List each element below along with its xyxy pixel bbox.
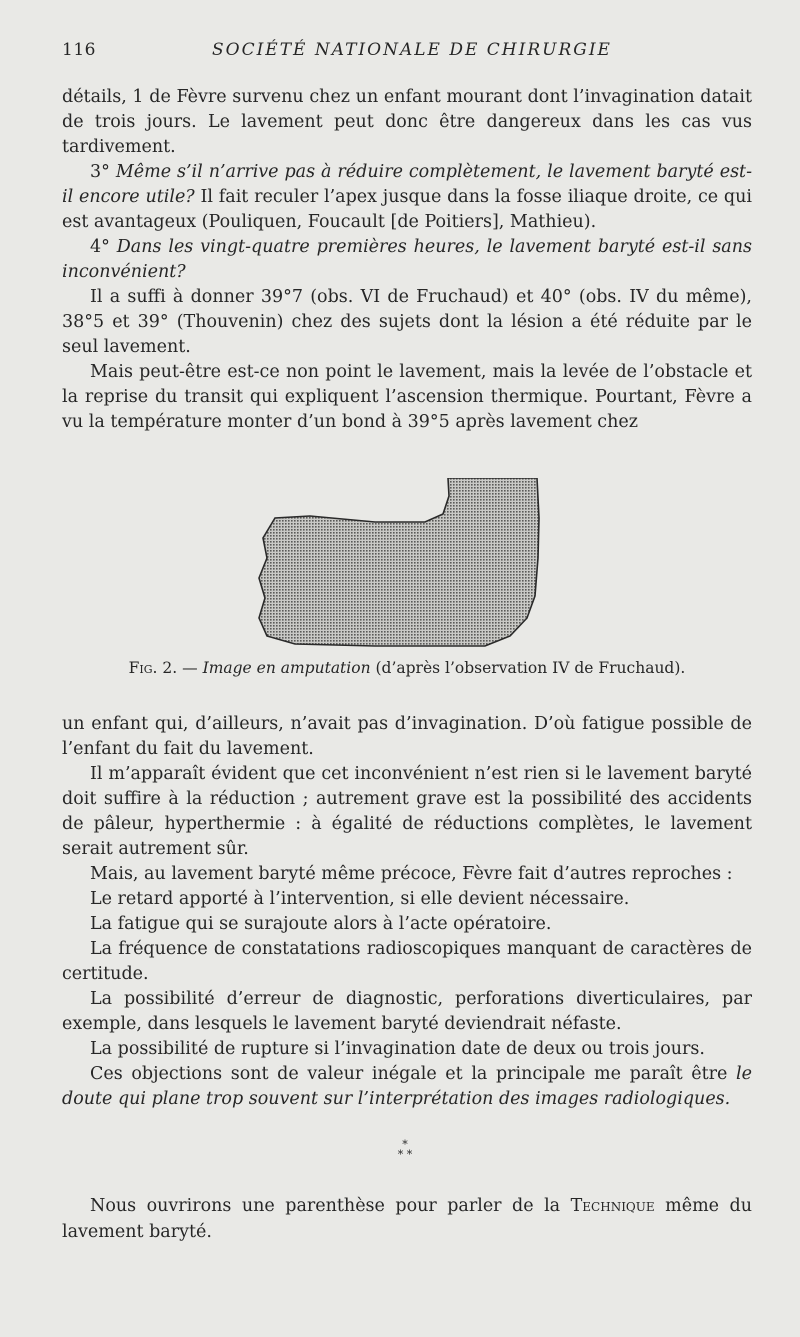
figure-radiograph — [255, 478, 545, 648]
page-header — [62, 40, 752, 64]
paragraph — [62, 1193, 752, 1245]
paragraph-text: Ces objections sont de valeur inégale et la principale me paraît être — [90, 1064, 728, 1084]
section-separator — [380, 1140, 430, 1160]
closing-paragraph — [62, 1193, 752, 1245]
paragraph: Il m’apparaît évident que cet inconvénient n’est rien si le lavement baryté doit suffire à la réduction ; autrement grave est la possibilité des accidents de pâleur, hyperthermie : à égalité de réductions complètes, le lavement serait autrement sûr. — [62, 764, 752, 859]
italic-conclusion: le doute qui plane trop souvent sur l’interprétation des images radiologiques. — [62, 1064, 752, 1109]
paragraph — [62, 160, 752, 235]
figure-label: Fig. 2. — [128, 659, 178, 677]
paragraph: détails, 1 de Fèvre survenu chez un enfant mourant dont l’invagination datait de trois jours. Le lavement peut donc être dangereux dans les cas vus tardivement. — [62, 87, 752, 157]
paragraph: La possibilité de rupture si l’invagination date de deux ou trois jours. — [90, 1039, 705, 1059]
italic-question: Dans les vingt-quatre premières heures, le lavement baryté est-il sans inconvénient? — [62, 237, 752, 282]
figure-caption — [62, 658, 752, 678]
paragraph-text: Nous ouvrirons une parenthèse pour parler de la — [90, 1196, 561, 1216]
separator-stars: * * — [397, 1148, 413, 1161]
paragraph: Il a suffi à donner 39°7 (obs. VI de Fruchaud) et 40° (obs. IV du même), 38°5 et 39° (Thouvenin) chez des sujets dont la lésion a été réduite par le seul lavement. — [62, 287, 752, 357]
technique-heading: Technique — [570, 1196, 655, 1216]
paragraph: La fréquence de constatations radioscopiques manquant de caractères de certitude. — [62, 939, 752, 984]
paragraph — [62, 1062, 752, 1112]
paragraph: un enfant qui, d’ailleurs, n’avait pas d’invagination. D’où fatigue possible de l’enfant du fait du lavement. — [62, 714, 752, 759]
paragraph: La fatigue qui se surajoute alors à l’acte opératoire. — [90, 914, 552, 934]
text-block-bottom — [62, 712, 752, 1112]
figure-source: (d’après l’observation IV de Fruchaud). — [375, 659, 686, 677]
italic-question: Même s’il n’arrive pas à réduire complètement, le lavement baryté est-il encore utile? — [62, 162, 752, 207]
caption-dash: — — [182, 659, 198, 677]
paragraph: Le retard apporté à l’intervention, si elle devient nécessaire. — [90, 889, 630, 909]
running-title: SOCIÉTÉ NATIONALE DE CHIRURGIE — [212, 40, 612, 60]
paragraph-text: Il fait reculer l’apex jusque dans la fosse iliaque droite, ce qui est avantageux (Pouliquen, Foucault [de Poitiers], Mathieu). — [62, 187, 752, 232]
separator-star: * — [402, 1138, 408, 1151]
barium-shadow-shape — [259, 478, 539, 646]
paragraph: Mais peut-être est-ce non point le lavement, mais la levée de l’obstacle et la reprise du transit qui expliquent l’ascension thermique. Pourtant, Fèvre a vu la température monter d’un bond à 39°5 après lavement chez — [62, 362, 752, 432]
text-block-top — [62, 85, 752, 435]
item-number: 4° — [90, 237, 110, 257]
page-number: 116 — [62, 40, 96, 60]
item-number: 3° — [90, 162, 110, 182]
figure-title: Image en amputation — [202, 659, 371, 677]
paragraph-text: même du lavement baryté. — [62, 1196, 752, 1242]
paragraph — [62, 235, 752, 285]
paragraph: Mais, au lavement baryté même précoce, Fèvre fait d’autres reproches : — [90, 864, 733, 884]
paragraph: La possibilité d’erreur de diagnostic, perforations diverticulaires, par exemple, dans lesquels le lavement baryté deviendrait néfaste. — [62, 989, 752, 1034]
